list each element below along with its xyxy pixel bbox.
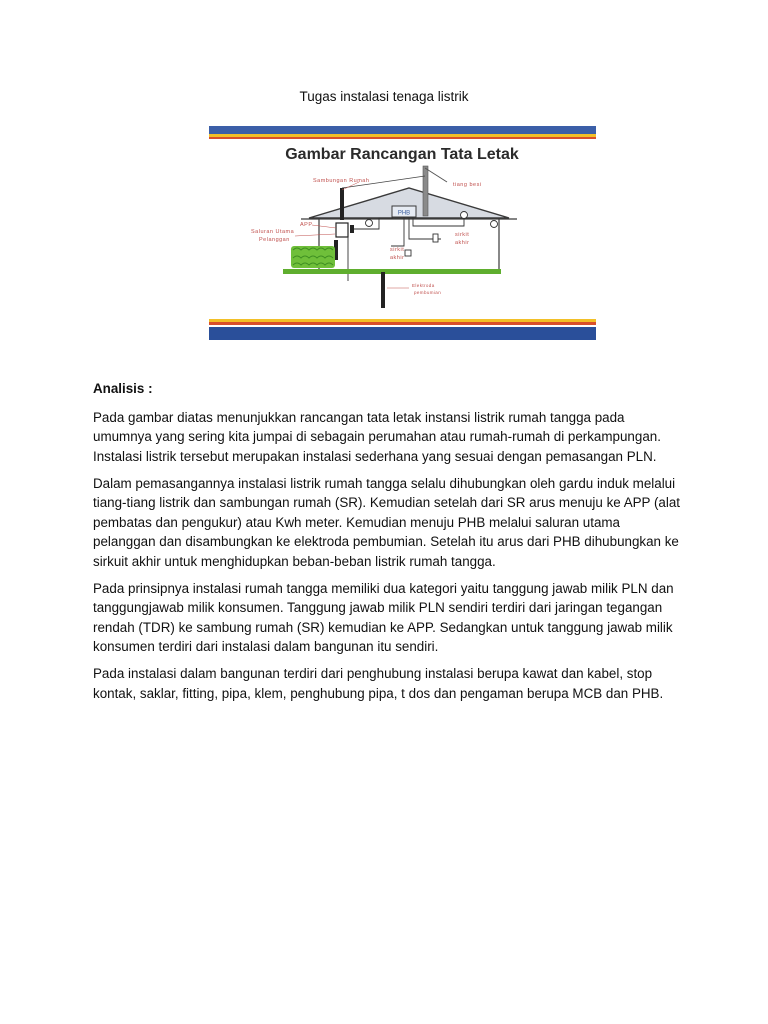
label-sirkit-akhir-3: akhir: [455, 240, 470, 246]
app-meter-box: [336, 223, 348, 237]
lamp-right: [491, 221, 498, 228]
label-app: APP: [300, 222, 313, 228]
lamp-mid: [461, 212, 468, 219]
lamp-left: [366, 220, 373, 227]
label-saluran-utama-1: Saluran Utama: [251, 229, 295, 235]
label-tiang-besi: tiang besi: [453, 182, 482, 188]
phb-label: PHB: [397, 210, 411, 217]
label-saluran-utama-2: Pelanggan: [259, 237, 290, 243]
socket: [405, 250, 411, 256]
analysis-paragraph-3: Pada prinsipnya instalasi rumah tangga memiliki dua kategori yaitu tanggung jawab milik PLN dan tanggungjawab milik konsumen. Tanggung jawab milik PLN sendiri terdiri dari jaringan tegangan rendah (TDR) ke sambung rumah (SR) kemudian ke APP. Sedangkan untuk tanggung jawab milik konsumen terdiri dari instalasi dalam bangunan itu sendiri.: [93, 580, 674, 654]
diagram-title: Gambar Rancangan Tata Letak: [285, 146, 519, 163]
analysis-paragraph-2: Dalam pemasangannya instalasi listrik rumah tangga selalu dihubungkan oleh gardu induk melalui tiang-tiang listrik dan sambungan rumah (SR). Kemudian setelah dari SR arus menuju ke APP (alat pembatas dan pengukur) atau Kwh meter. Kemudian menuju PHB melalui saluran utama pelanggan dan disambungkan ke elektroda pembumian. Setelah itu arus dari PHB dihubungkan ke sirkuit akhir untuk menghidupkan beban-beban listrik rumah tangga.: [93, 475, 681, 569]
label-elektroda-1: Elektroda: [412, 283, 435, 288]
grounding-electrode: [381, 272, 385, 308]
layout-diagram-figure: [209, 126, 596, 340]
label-elektroda-2: pembumian: [414, 290, 442, 295]
top-stripe-yellow: [209, 134, 596, 137]
service-connection-post: [340, 188, 344, 220]
label-sirkit-akhir-2: akhir: [390, 255, 405, 261]
switch: [433, 234, 438, 242]
analysis-paragraph-1: Pada gambar diatas menunjukkan rancangan tata letak instansi listrik rumah tangga pada umumnya yang sering kita jumpai di sebagain perumahan atau rumah-rumah di perkampungan. Instalasi listrik tersebut merupakan instalasi sederhana yang sesuai dengan pemasangan PLN.: [93, 409, 661, 464]
analysis-heading: Analisis :: [93, 381, 153, 396]
iron-pole: [423, 166, 428, 216]
top-stripe-blue: [209, 126, 596, 134]
ground: [283, 269, 501, 274]
label-sirkit-akhir-4: sirkit: [455, 232, 470, 238]
top-stripe-red: [209, 137, 596, 139]
label-sambungan-rumah: Sambungan Rumah: [313, 178, 370, 184]
analysis-paragraph-4: Pada instalasi dalam bangunan terdiri dari penghubung instalasi berupa kawat dan kabel, stop kontak, saklar, fitting, pipa, klem, penghubung pipa, t dos dan pengaman berupa MCB dan PHB.: [93, 666, 664, 701]
label-sirkit-akhir-1: sirkit: [390, 247, 405, 253]
document-title: Tugas instalasi tenaga listrik: [299, 89, 469, 104]
bottom-stripe-yellow: [209, 319, 596, 322]
bottom-stripe-red: [209, 322, 596, 325]
shrub: [291, 246, 335, 268]
bottom-stripe-blue: [209, 327, 596, 340]
analysis-section: [93, 379, 683, 711]
